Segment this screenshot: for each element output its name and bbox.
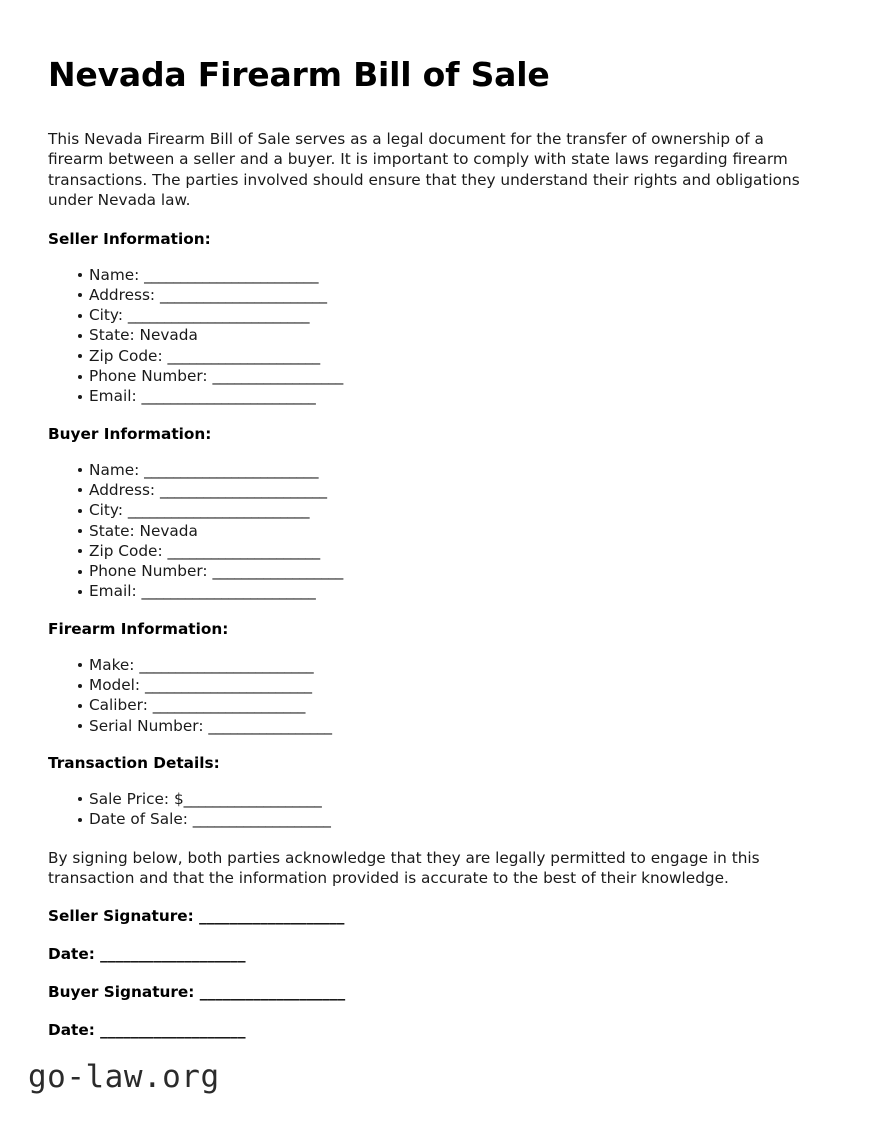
field-label: Zip Code: bbox=[89, 541, 168, 560]
field-blank[interactable]: _____________________ bbox=[152, 696, 305, 715]
field-label: Date of Sale: bbox=[89, 810, 193, 829]
buyer-field-list bbox=[48, 460, 810, 602]
seller-information-heading: Seller Information: bbox=[48, 229, 211, 248]
field-blank[interactable]: ________________________ bbox=[144, 460, 319, 479]
spacer bbox=[48, 407, 810, 424]
buyer-information-heading: Buyer Information: bbox=[48, 424, 212, 443]
list-item bbox=[48, 325, 810, 345]
field-label: Phone Number: bbox=[89, 562, 213, 581]
field-blank[interactable]: __________________ bbox=[212, 562, 343, 581]
list-item bbox=[48, 305, 810, 325]
field-label: Email: bbox=[89, 582, 142, 601]
spacer bbox=[48, 211, 810, 229]
field-blank[interactable]: _____________________ bbox=[167, 541, 320, 560]
list-item bbox=[48, 285, 810, 305]
seller-signature-blank[interactable]: ___________________ bbox=[199, 907, 345, 926]
list-item bbox=[48, 561, 810, 581]
seller-date-label: Date: bbox=[48, 945, 101, 964]
list-item bbox=[48, 521, 810, 541]
list-item bbox=[48, 500, 810, 520]
spacer bbox=[48, 639, 810, 655]
transaction-details-heading: Transaction Details: bbox=[48, 753, 220, 772]
field-blank[interactable]: __________________ bbox=[212, 367, 343, 386]
field-blank[interactable]: _______________________ bbox=[159, 285, 327, 304]
transaction-field-list bbox=[48, 789, 810, 830]
field-label: Sale Price: $ bbox=[89, 789, 184, 808]
spacer bbox=[48, 736, 810, 753]
field-label: Caliber: bbox=[89, 696, 153, 715]
spacer bbox=[48, 926, 810, 944]
closing-paragraph: By signing below, both parties acknowledge that they are legally permitted to engage in this transaction and that the information provided is accurate to the best of their knowledge. bbox=[48, 848, 760, 887]
intro-paragraph: This Nevada Firearm Bill of Sale serves as a legal document for the transfer of ownership of a firearm between a seller and a buyer. It is important to comply with state laws regarding firearm transactions. The parties involved should ensure that they understand their rights and obligations under Nevada law. bbox=[48, 129, 800, 210]
spacer bbox=[48, 602, 810, 619]
buyer-signature-blank[interactable]: ___________________ bbox=[199, 983, 346, 1002]
field-blank[interactable]: _________________________ bbox=[127, 501, 310, 520]
field-label: Model: bbox=[89, 676, 145, 695]
list-item bbox=[48, 716, 810, 736]
list-item bbox=[48, 386, 810, 406]
seller-date-line bbox=[48, 944, 810, 964]
list-item bbox=[48, 581, 810, 601]
list-item bbox=[48, 460, 810, 480]
list-item bbox=[48, 695, 810, 715]
field-blank[interactable]: ________________________ bbox=[141, 582, 316, 601]
field-blank[interactable]: _______________________ bbox=[144, 676, 312, 695]
field-blank[interactable]: ________________________ bbox=[139, 655, 314, 674]
seller-signature-label: Seller Signature: bbox=[48, 907, 200, 926]
spacer bbox=[48, 249, 810, 265]
spacer bbox=[48, 830, 810, 848]
buyer-date-line bbox=[48, 1020, 810, 1040]
field-label: Address: bbox=[89, 480, 160, 499]
field-label: Phone Number: bbox=[89, 367, 213, 386]
field-label: Email: bbox=[89, 387, 142, 406]
spacer bbox=[48, 964, 810, 982]
list-item bbox=[48, 655, 810, 675]
spacer bbox=[48, 444, 810, 460]
field-label: Serial Number: bbox=[89, 716, 209, 735]
field-blank[interactable]: _________________ bbox=[208, 716, 332, 735]
page-title: Nevada Firearm Bill of Sale bbox=[48, 55, 550, 94]
field-label: Zip Code: bbox=[89, 346, 168, 365]
spacer bbox=[48, 888, 810, 906]
field-blank[interactable]: ___________________ bbox=[183, 789, 322, 808]
list-item bbox=[48, 541, 810, 561]
list-item bbox=[48, 346, 810, 366]
buyer-date-blank[interactable]: ___________________ bbox=[100, 1021, 246, 1040]
field-blank[interactable]: _________________________ bbox=[127, 306, 310, 325]
buyer-signature-line bbox=[48, 982, 810, 1002]
field-label: City: bbox=[89, 501, 128, 520]
field-blank[interactable]: ___________________ bbox=[192, 810, 331, 829]
field-label: State: Nevada bbox=[89, 521, 198, 540]
spacer bbox=[48, 773, 810, 789]
seller-field-list bbox=[48, 265, 810, 407]
field-label: State: Nevada bbox=[89, 326, 198, 345]
field-blank[interactable]: ________________________ bbox=[141, 387, 316, 406]
field-label: Address: bbox=[89, 285, 160, 304]
site-watermark: go-law.org bbox=[28, 1059, 220, 1095]
list-item bbox=[48, 366, 810, 386]
field-label: Make: bbox=[89, 655, 140, 674]
seller-signature-line bbox=[48, 906, 810, 926]
spacer bbox=[48, 1002, 810, 1020]
list-item bbox=[48, 809, 810, 829]
list-item bbox=[48, 265, 810, 285]
list-item bbox=[48, 675, 810, 695]
field-blank[interactable]: _______________________ bbox=[159, 480, 327, 499]
seller-date-blank[interactable]: ___________________ bbox=[100, 945, 246, 964]
list-item bbox=[48, 789, 810, 809]
document-content bbox=[48, 56, 810, 1040]
field-label: Name: bbox=[89, 265, 145, 284]
firearm-field-list bbox=[48, 655, 810, 736]
list-item bbox=[48, 480, 810, 500]
field-label: City: bbox=[89, 306, 128, 325]
field-label: Name: bbox=[89, 460, 145, 479]
field-blank[interactable]: ________________________ bbox=[144, 265, 319, 284]
firearm-information-heading: Firearm Information: bbox=[48, 619, 229, 638]
buyer-signature-label: Buyer Signature: bbox=[48, 983, 200, 1002]
field-blank[interactable]: _____________________ bbox=[167, 346, 320, 365]
buyer-date-label: Date: bbox=[48, 1021, 101, 1040]
